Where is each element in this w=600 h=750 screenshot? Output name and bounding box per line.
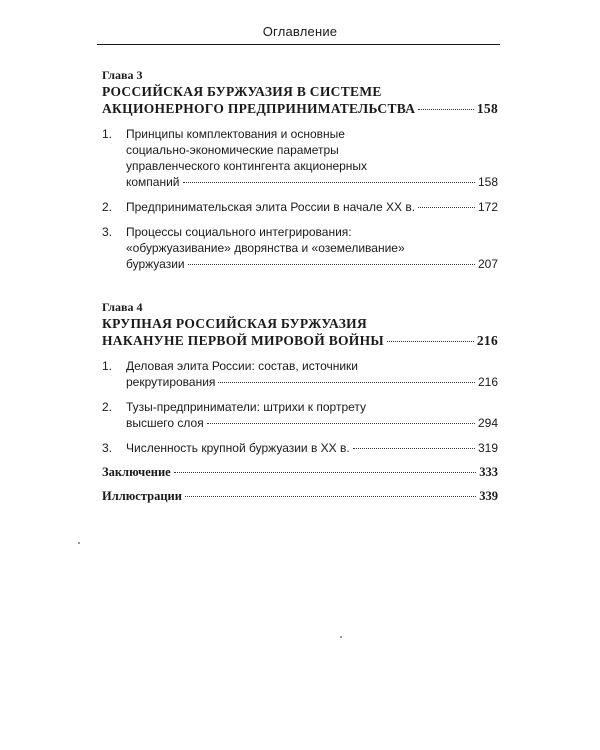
section-title: Иллюстрации: [102, 489, 182, 503]
entry-line: Численность крупной буржуазии в XX в.: [126, 441, 350, 455]
dot-leader: [185, 496, 476, 497]
entry-body: [126, 399, 498, 431]
chapter-label: Глава 3: [102, 68, 143, 82]
entry-line: буржуазии: [126, 257, 185, 271]
dot-leader: [218, 382, 475, 383]
toc-entry: [102, 440, 498, 456]
section-title: Заключение: [102, 465, 171, 479]
chapter-3: [102, 68, 498, 272]
page-number: 319: [477, 441, 498, 455]
entry-number: 1.: [102, 127, 113, 141]
dot-leader: [387, 341, 474, 342]
entry-line: Принципы комплектования и основные: [126, 127, 345, 141]
toc-entry: [102, 199, 498, 215]
page-number: 216: [477, 375, 498, 389]
chapter-title-line: АКЦИОНЕРНОГО ПРЕДПРИНИМАТЕЛЬСТВА: [102, 101, 416, 116]
toc-entry: [102, 399, 498, 431]
entry-last-line: [126, 415, 498, 431]
chapter-title-last-line: [102, 100, 498, 117]
chapter-4: [102, 300, 498, 456]
entry-last-line: [126, 374, 498, 390]
dot-leader: [183, 182, 475, 183]
toc-entry: [102, 224, 498, 272]
page-number: 216: [476, 333, 498, 348]
entry-number: 3.: [102, 225, 113, 239]
entry-line: социально-экономические параметры: [126, 143, 339, 157]
page-number: 172: [477, 200, 498, 214]
entry-last-line: [126, 440, 498, 456]
entry-body: [126, 224, 498, 272]
entry-line: управленческого контингента акционерных: [126, 159, 368, 173]
running-head: Оглавление: [262, 24, 338, 39]
toc-entry: [102, 358, 498, 390]
dot-leader: [418, 207, 475, 208]
entry-body: [126, 126, 498, 190]
page-number: 207: [477, 257, 498, 271]
chapter-title-line: РОССИЙСКАЯ БУРЖУАЗИЯ В СИСТЕМЕ: [102, 84, 382, 99]
chapter-label: Глава 4: [102, 300, 143, 314]
entry-last-line: [126, 256, 498, 272]
table-of-contents: [102, 68, 498, 504]
entry-line: компаний: [126, 175, 180, 189]
entry-number: 2.: [102, 200, 113, 214]
dot-leader: [353, 448, 475, 449]
entry-number: 3.: [102, 441, 113, 455]
dot-leader: [174, 472, 477, 473]
dot-leader: [207, 423, 475, 424]
dot-leader: [418, 109, 474, 110]
page-number: 158: [476, 101, 498, 116]
page-number: 294: [477, 416, 498, 430]
chapter-title-line: НАКАНУНЕ ПЕРВОЙ МИРОВОЙ ВОЙНЫ: [102, 333, 384, 348]
entry-body: [126, 440, 498, 456]
chapter-title-last-line: [102, 332, 498, 349]
toc-conclusion: [102, 464, 498, 480]
chapter-title-line: КРУПНАЯ РОССИЙСКАЯ БУРЖУАЗИЯ: [102, 316, 368, 331]
chapter-spacer: [102, 272, 498, 300]
entry-body: [126, 358, 498, 390]
entry-last-line: [126, 199, 498, 215]
entry-line: высшего слоя: [126, 416, 204, 430]
page-number: 333: [479, 465, 498, 479]
page-number: 158: [477, 175, 498, 189]
scan-speck: [78, 542, 80, 544]
entry-number: 1.: [102, 359, 113, 373]
header-rule: [97, 44, 500, 45]
dot-leader: [188, 264, 475, 265]
entry-body: [126, 199, 498, 215]
toc-illustrations: [102, 488, 498, 504]
entry-line: Деловая элита России: состав, источники: [126, 359, 359, 373]
scan-speck: [340, 636, 342, 638]
entry-line: «обуржуазивание» дворянства и «оземеливание»: [126, 241, 405, 255]
entry-number: 2.: [102, 400, 113, 414]
page-number: 339: [479, 489, 498, 503]
toc-entry: [102, 126, 498, 190]
entry-line: Предпринимательская элита России в начале XX в.: [126, 200, 416, 214]
entry-line: рекрутирования: [126, 375, 216, 389]
entry-line: Тузы-предприниматели: штрихи к портрету: [126, 400, 367, 414]
entry-line: Процессы социального интегрирования:: [126, 225, 352, 239]
entry-last-line: [126, 174, 498, 190]
